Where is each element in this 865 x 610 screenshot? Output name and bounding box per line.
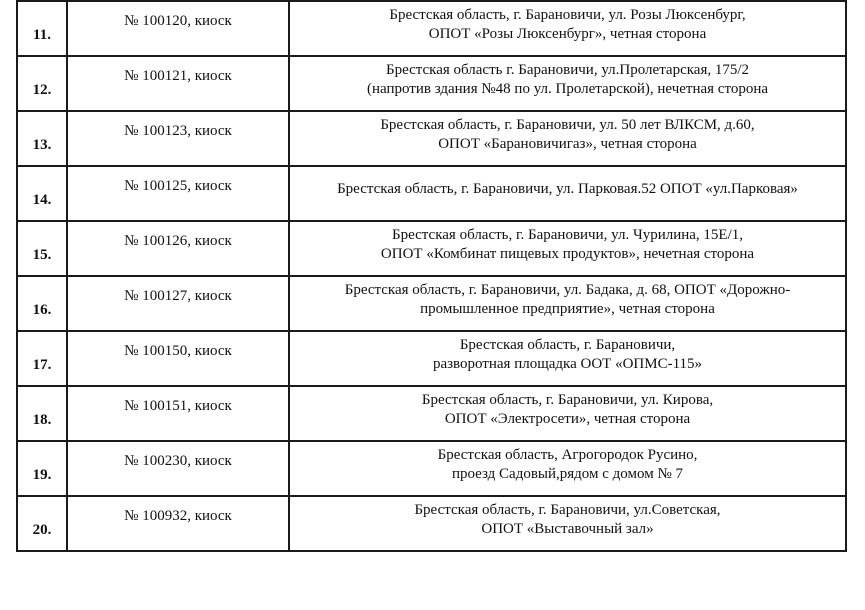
address-line: Брестская область, г. Барановичи, ул. Чурилина, 15Е/1, <box>392 226 743 243</box>
address-cell <box>289 276 846 331</box>
address-cell <box>289 496 846 551</box>
kiosk-id-cell: № 100151, киоск <box>67 386 289 441</box>
row-number-cell: 11. <box>17 1 67 56</box>
kiosk-id-cell: № 100127, киоск <box>67 276 289 331</box>
address-cell <box>289 111 846 166</box>
address-line: ОПОТ «Комбинат пищевых продуктов», нечетная сторона <box>380 245 755 262</box>
address-line: Брестская область, г. Барановичи, ул. Парковая.52 ОПОТ «ул.Парковая» <box>337 181 798 197</box>
address-cell <box>289 221 846 276</box>
table-row <box>17 276 846 331</box>
kiosk-id-cell: № 100121, киоск <box>67 56 289 111</box>
address-line: Брестская область, г. Барановичи, ул. 50 лет ВЛКСМ, д.60, <box>380 116 755 133</box>
address-line: проезд Садовый,рядом с домом № 7 <box>451 465 684 482</box>
address-cell <box>289 1 846 56</box>
table-body <box>17 1 846 551</box>
address-line: ОПОТ «Барановичигаз», четная сторона <box>438 135 697 152</box>
address-line: Брестская область г. Барановичи, ул.Пролетарская, 175/2 <box>385 61 750 78</box>
table-row <box>17 386 846 441</box>
table-row <box>17 111 846 166</box>
row-number-cell: 18. <box>17 386 67 441</box>
address-line: разворотная площадка ООТ «ОПМС-115» <box>432 355 703 372</box>
address-line: Брестская область, Агрогородок Русино, <box>437 446 698 463</box>
kiosk-id-cell: № 100126, киоск <box>67 221 289 276</box>
address-line: Брестская область, г. Барановичи, ул. Розы Люксенбург, <box>389 6 746 23</box>
row-number-cell: 17. <box>17 331 67 386</box>
kiosk-table <box>16 0 847 552</box>
table-row <box>17 166 846 221</box>
address-line: Брестская область, г. Барановичи, ул. Бадака, д. 68, ОПОТ «Дорожно- <box>344 281 791 298</box>
kiosk-id-cell: № 100932, киоск <box>67 496 289 551</box>
address-cell <box>289 331 846 386</box>
address-line: промышленное предприятие», четная сторона <box>420 300 715 317</box>
row-number-cell: 14. <box>17 166 67 221</box>
address-cell <box>289 56 846 111</box>
address-line: ОПОТ «Розы Люксенбург», четная сторона <box>428 25 707 42</box>
table-row <box>17 56 846 111</box>
table-row <box>17 496 846 551</box>
kiosk-id-cell: № 100120, киоск <box>67 1 289 56</box>
row-number-cell: 13. <box>17 111 67 166</box>
table-row <box>17 441 846 496</box>
kiosk-id-cell: № 100150, киоск <box>67 331 289 386</box>
table-row <box>17 221 846 276</box>
kiosk-id-cell: № 100123, киоск <box>67 111 289 166</box>
address-line: Брестская область, г. Барановичи, <box>459 336 676 353</box>
row-number-cell: 12. <box>17 56 67 111</box>
address-line: Брестская область, г. Барановичи, ул. Кирова, <box>421 391 714 408</box>
address-line: (напротив здания №48 по ул. Пролетарской), нечетная сторона <box>366 80 769 97</box>
address-cell <box>289 166 846 221</box>
address-cell <box>289 441 846 496</box>
kiosk-id-cell: № 100125, киоск <box>67 166 289 221</box>
address-cell <box>289 386 846 441</box>
address-line: ОПОТ «Электросети», четная сторона <box>444 410 691 427</box>
row-number-cell: 16. <box>17 276 67 331</box>
row-number-cell: 19. <box>17 441 67 496</box>
address-line: Брестская область, г. Барановичи, ул.Советская, <box>414 501 721 518</box>
table-row <box>17 331 846 386</box>
row-number-cell: 20. <box>17 496 67 551</box>
kiosk-id-cell: № 100230, киоск <box>67 441 289 496</box>
table-row <box>17 1 846 56</box>
row-number-cell: 15. <box>17 221 67 276</box>
address-line: ОПОТ «Выставочный зал» <box>481 520 654 537</box>
